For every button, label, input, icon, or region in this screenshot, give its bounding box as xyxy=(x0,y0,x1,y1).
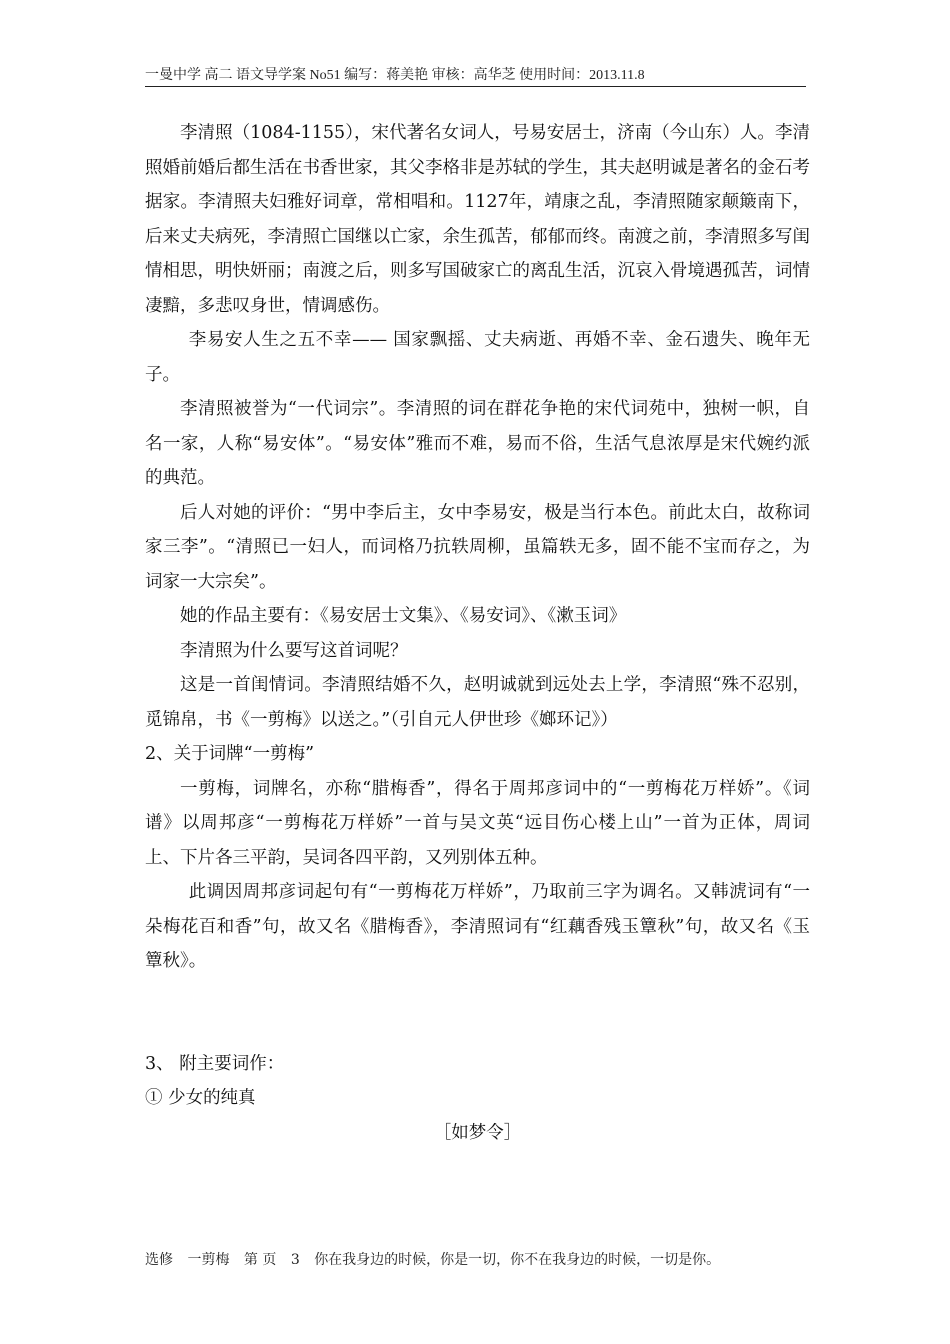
document-body xyxy=(145,116,810,1150)
footer-page-number: 3 xyxy=(290,1252,300,1268)
question-paragraph: 李清照为什么要写这首词呢？ xyxy=(180,640,408,661)
footer-page-label: 第 页 xyxy=(243,1252,277,1268)
misfortunes-paragraph: 李易安人生之五不幸—— 国家飘摇、丈夫病逝、再婚不幸、金石遗失、晚年无子。 xyxy=(145,330,810,385)
poem-title: ［如梦令］ xyxy=(433,1122,522,1143)
cipai-paragraph: 一剪梅，词牌名，亦称“腊梅香”，得名于周邦彦词中的“一剪梅花万样娇”。《词谱》以周邦彦“一剪梅花万样娇”一首与吴文英“远目伤心楼上山”一首为正体，周词上、下片各三平韵，吴词各四平韵，又列别体五种。 xyxy=(145,778,810,868)
list-item-1: ① 少女的纯真 xyxy=(145,1088,256,1108)
background-paragraph: 这是一首闺情词。李清照结婚不久，赵明诚就到远处去上学，李清照“殊不忍别，觅锦帛，书《一剪梅》以送之。”（引自元人伊世珍《嫏环记》） xyxy=(145,675,810,730)
section-heading-2: 2、关于词牌“一剪梅” xyxy=(145,744,315,764)
page-header: 一曼中学 高二 语文导学案 No51 编写：蒋美艳 审核：高华芝 使用时间：2013.11.8 xyxy=(145,68,645,83)
section-heading-3: 3、 附主要词作： xyxy=(145,1053,285,1074)
evaluation-paragraph: 后人对她的评价：“男中李后主，女中李易安，极是当行本色。前此太白，故称词家三李”。“清照已一妇人，而词格乃抗轶周柳，虽篇轶无多，固不能不宝而存之，为词家一大宗矣”。 xyxy=(145,502,810,592)
cipai-origin-paragraph: 此调因周邦彦词起句有“一剪梅花万样娇”，乃取前三字为调名。又韩淲词有“一朵梅花百和香”句，故又名《腊梅香》，李清照词有“红藕香残玉簟秋”句，故又名《玉簟秋》。 xyxy=(145,882,810,971)
author-bio-paragraph: 李清照（1084-1155），宋代著名女词人，号易安居士，济南（今山东）人。李清照婚前婚后都生活在书香世家，其父李格非是苏轼的学生，其夫赵明诚是著名的金石考据家。李清照夫妇雅好词章，常相唱和。1127年，靖康之乱，李清照随家颠簸南下，后来丈夫病死，李清照亡国继以亡家，余生孤苦，郁郁而终。南渡之前，李清照多写闺情相思，明快妍丽；南渡之后，则多写国破家亡的离乱生活，沉哀入骨境遇孤苦，词情凄黯，多悲叹身世，情调感伤。 xyxy=(145,123,810,316)
works-paragraph: 她的作品主要有：《易安居士文集》、《易安词》、《漱玉词》 xyxy=(180,606,627,626)
footer-course: 选修 xyxy=(145,1252,173,1268)
header-divider xyxy=(145,86,806,87)
blank-space xyxy=(145,979,810,1047)
footer-motto: 你在我身边的时候，你是一切，你不在我身边的时候，一切是你。 xyxy=(314,1252,721,1268)
page-footer xyxy=(145,1249,825,1269)
reputation-paragraph: 李清照被誉为“一代词宗”。李清照的词在群花争艳的宋代词苑中，独树一帜，自名一家，人称“易安体”。“易安体”雅而不难，易而不俗，生活气息浓厚是宋代婉约派的典范。 xyxy=(145,399,810,488)
footer-title: 一剪梅 xyxy=(187,1252,230,1268)
